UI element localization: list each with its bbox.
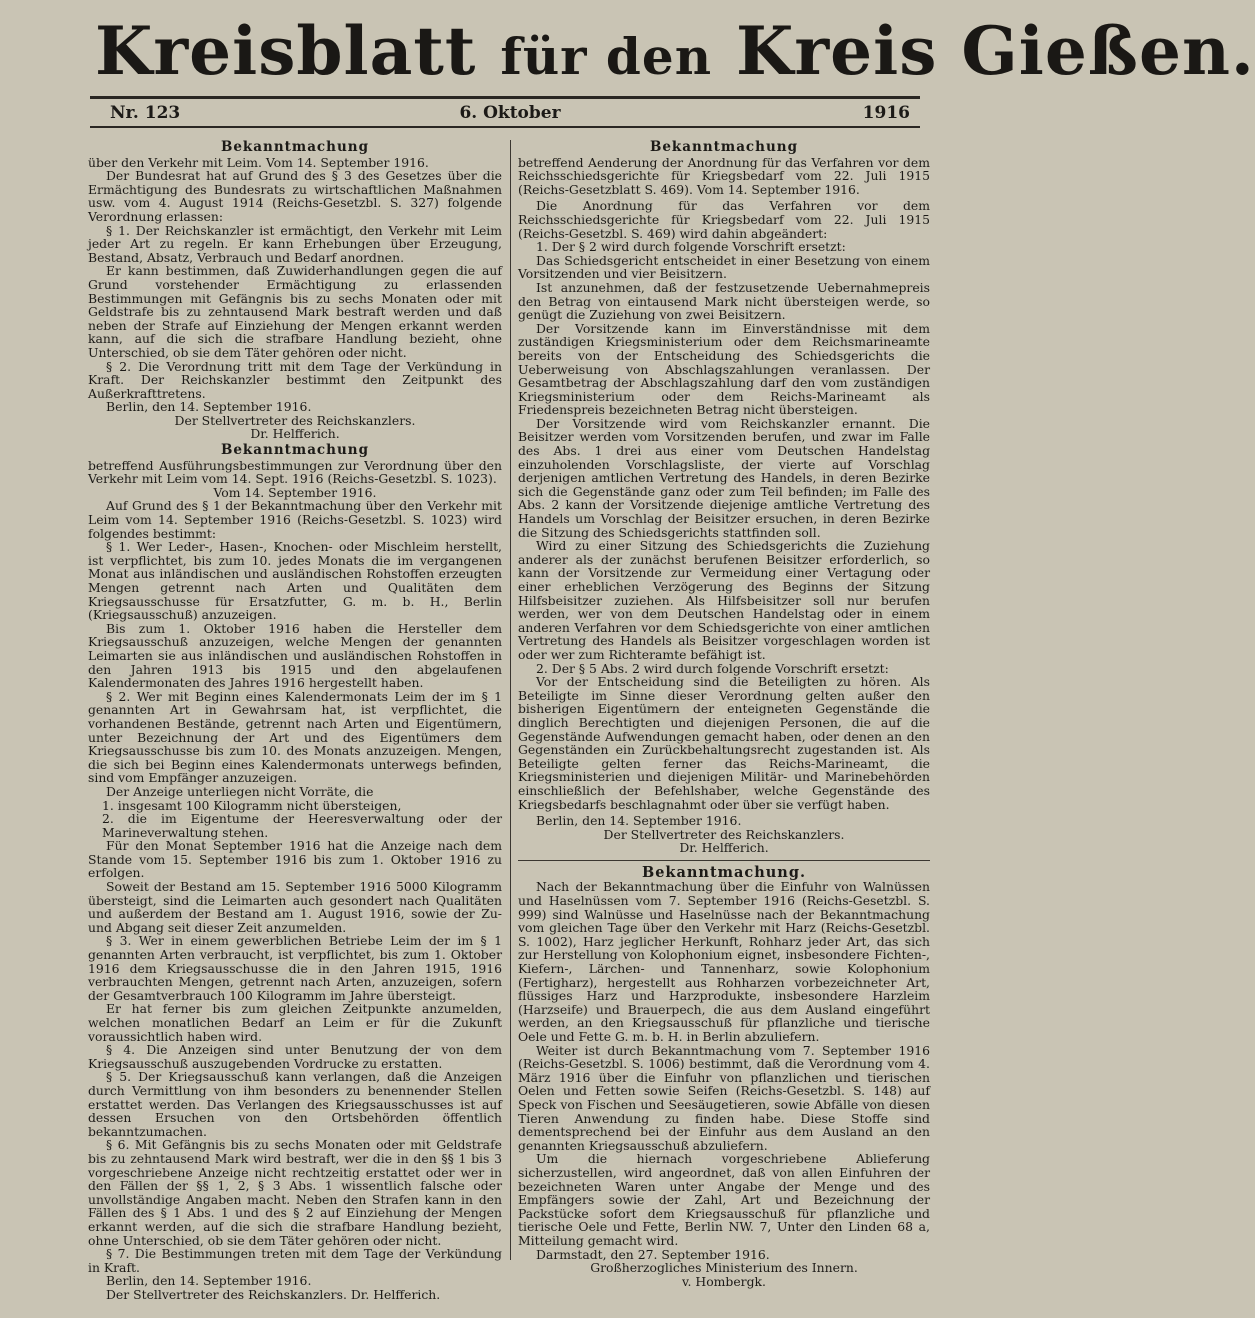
paragraph: § 4. Die Anzeigen sind unter Benutzung der von dem Kriegsausschuß auszugebenden Vordrucke zu erstatten. bbox=[88, 1042, 502, 1071]
paragraph: Auf Grund des § 1 der Bekanntmachung über den Verkehr mit Leim vom 14. September 1916 (Reichs-Gesetzbl. S. 1023) wird folgendes bestimmt: bbox=[88, 498, 502, 541]
paragraph: Für den Monat September 1916 hat die Anzeige nach dem Stande vom 15. September 1916 bis zum 1. Oktober 1916 zu erfolgen. bbox=[88, 838, 502, 881]
paragraph: Er kann bestimmen, daß Zuwiderhandlungen gegen die auf Grund vorstehender Ermächtigung zu erlassenden Bestimmungen mit Gefängnis bis zu sechs Monaten oder mit Geldstrafe bis zu zehntausend Mark bestraft werden und daß neben der Strafe auf Einziehung der Mengen erkannt werden kann, auf die sich die strafbare Handlung bezieht, ohne Unterschied, ob sie dem Täter gehören oder nicht. bbox=[88, 263, 502, 360]
paragraph: Der Bundesrat hat auf Grund des § 3 des Gesetzes über die Ermächtigung des Bundesrats zu wirtschaftlichen Maßnahmen usw. vom 4. August 1914 (Reichs-Gesetzbl. S. 327) folgende Verordnung erlassen: bbox=[88, 168, 502, 224]
issue-number: Nr. 123 bbox=[110, 103, 181, 123]
list-item: 1. insgesamt 100 Kilogramm nicht übersteigen, bbox=[102, 797, 402, 813]
paragraph: § 2. Die Verordnung tritt mit dem Tage der Verkündung in Kraft. Der Reichskanzler bestimmt den Zeitpunkt des Außerkrafttretens. bbox=[88, 358, 502, 401]
newspaper-masthead bbox=[95, 8, 1255, 94]
place-date: Darmstadt, den 27. September 1916. bbox=[536, 1246, 770, 1262]
masthead-rule-bottom bbox=[90, 126, 920, 128]
place-date: Berlin, den 14. September 1916. bbox=[536, 813, 742, 829]
masthead-part3: Kreis Gießen. bbox=[736, 12, 1255, 90]
left-column bbox=[88, 138, 502, 1301]
paragraph: Um die hiernach vorgeschriebene Ablieferung sicherzustellen, wird angeordnet, daß von allen Einfuhren der bezeichneten Waren unter Angabe der Menge und des Empfängers sowie der Zahl, Art und Bezeichnung der Packstücke sofort dem Kriegsausschuß für pflanzliche und tierische Oele und Fette, Berlin NW. 7, Unter den Linden 68 a, Mitteilung gemacht wird. bbox=[518, 1151, 930, 1248]
paragraph: Ist anzunehmen, daß der festzusetzende Uebernahmepreis den Betrag von eintausend Mark nicht übersteigen werde, so genügt die Zuziehung von zwei Beisitzern. bbox=[518, 279, 930, 323]
paragraph: Vor der Entscheidung sind die Beteiligten zu hören. Als Beteiligte im Sinne dieser Verordnung gelten außer den bisherigen Eigentümern der enteigneten Gegenstände die dinglich Berechtigten und diejenigen Personen, die auf die Gegenstände Aufwendungen gemacht haben, oder denen an den Gegenständen ein Zurückbehaltungsrecht zugestanden ist. Als Beteiligte gelten ferner das Reichs-Marineamt, die Kriegsministerien und diejenigen Militär- und Marinebehörden einschließlich der Befehlshaber, welche Gegenstände des Kriegsbedarfs beschlagnahmt oder über sie verfügt haben. bbox=[518, 674, 930, 812]
signature-office: Der Stellvertreter des Reichskanzlers. bbox=[174, 412, 416, 428]
paragraph: Er hat ferner bis zum gleichen Zeitpunkte anzumelden, welchen monatlichen Bedarf an Leim er für die Zukunft voraussichtlich haben wird. bbox=[88, 1001, 502, 1044]
issue-date: 6. Oktober bbox=[459, 103, 561, 123]
paragraph: Bis zum 1. Oktober 1916 haben die Hersteller dem Kriegsausschuß anzuzeigen, welche Mengen der genannten Leimarten sie aus inländischen und ausländischen Rohstoffen in den Jahren 1913 bis 1915 und den abgelaufenen Kalendermonaten des Jahres 1916 hergestellt haben. bbox=[88, 620, 502, 691]
paragraph: Die Anordnung für das Verfahren vor dem Reichsschiedsgerichte für Kriegsbedarf vom 22. Juli 1915 (Reichs-Gesetzbl. S. 469) wird dahin abgeändert: bbox=[518, 198, 930, 241]
article-heading: Bekanntmachung bbox=[649, 139, 799, 155]
article-subtitle: betreffend Ausführungsbestimmungen zur Verordnung über den Verkehr mit Leim vom 14. Sept. 1916 (Reichs-Gesetzbl. S. 1023). bbox=[88, 457, 502, 487]
article-heading: Bekanntmachung bbox=[220, 442, 370, 459]
article-heading: Bekanntmachung bbox=[220, 139, 370, 155]
article-subtitle: über den Verkehr mit Leim. Vom 14. September 1916. bbox=[88, 154, 429, 170]
paragraph: Soweit der Bestand am 15. September 1916 5000 Kilogramm übersteigt, sind die Leimarten auch gesondert nach Qualitäten und außerdem der Bestand am 1. August 1916, sowie der Zu- und Abgang seit dieser Zeit anzumelden. bbox=[88, 879, 502, 935]
article-date: Vom 14. September 1916. bbox=[213, 484, 377, 500]
signature-line: Der Stellvertreter des Reichskanzlers. Dr. Helfferich. bbox=[106, 1286, 441, 1302]
paragraph: § 3. Wer in einem gewerblichen Betriebe Leim der im § 1 genannten Arten verbraucht, ist verpflichtet, bis zum 1. Oktober 1916 dem Kriegsausschusse die in den Jahren 1915, 1916 verbrauchten Mengen, getrennt nach Arten, anzuzeigen, sofern der Gesamtverbrauch 100 Kilogramm im Jahre übersteigt. bbox=[88, 933, 502, 1003]
paragraph: § 1. Wer Leder-, Hasen-, Knochen- oder Mischleim herstellt, ist verpflichtet, bis zum 10. jedes Monats die im vergangenen Monat aus inländischen und ausländischen Rohstoffen erzeugten Mengen getrennt nach Arten und Qualitäten dem Kriegsausschusse für Ersatzfutter, G. m. b. H., Berlin (Kriegsausschuß) anzuzeigen. bbox=[88, 539, 502, 623]
place-date: Berlin, den 14. September 1916. bbox=[106, 399, 312, 415]
paragraph: Das Schiedsgericht entscheidet in einer Besetzung von einem Vorsitzenden und vier Beisitzern. bbox=[518, 252, 930, 282]
paragraph: Wird zu einer Sitzung des Schiedsgerichts die Zuziehung anderer als der zunächst berufenen Beisitzer erforderlich, so kann der Vorsitzende zur Vermeidung einer Vertagung oder einer erheblichen Verzögerung des Beginns der Sitzung Hilfsbeisitzer zuziehen. Als Hilfsbeisitzer soll nur berufen werden, wer von dem Deutschen Handelstag oder in einem anderen Verfahren vor dem Schiedsgerichte von einer amtlichen Vertretung des Handels als Beisitzer vorgeschlagen worden ist oder wer zum Richteramte befähigt ist. bbox=[518, 538, 930, 662]
signature-name: Dr. Helfferich. bbox=[679, 840, 769, 856]
issue-year: 1916 bbox=[862, 103, 910, 123]
paragraph: Der Vorsitzende kann im Einverständnisse mit dem zuständigen Kriegsministerium oder dem Reichsmarineamte bereits von der Entscheidung des Schiedsgerichts die Ueberweisung von Abschlagszahlungen veranlassen. Der Gesamtbetrag der Abschlagszahlung darf den vom zuständigen Kriegsministerium oder dem Reichs-Marineamt als Friedenspreis bezeichneten Betrag nicht übersteigen. bbox=[518, 320, 930, 418]
masthead-part2: für den bbox=[500, 27, 713, 86]
list-item: 2. die im Eigentume der Heeresverwaltung oder der Marineverwaltung stehen. bbox=[102, 811, 502, 840]
paragraph: 1. Der § 2 wird durch folgende Vorschrift ersetzt: bbox=[536, 239, 846, 255]
paragraph: § 2. Wer mit Beginn eines Kalendermonats Leim der im § 1 genannten Art in Gewahrsam hat, ist verpflichtet, die vorhandenen Bestände, getrennt nach Arten und Eigentümern, unter Bezeichnung der Art und des Eigentümers dem Kriegsausschusse bis zum 10. des Monats anzuzeigen. Mengen, die sich bei Beginn eines Kalendermonats unterwegs befinden, sind vom Empfänger anzuzeigen. bbox=[88, 688, 502, 786]
signature-office: Großherzogliches Ministerium des Innern. bbox=[590, 1260, 858, 1276]
paragraph: Der Anzeige unterliegen nicht Vorräte, die bbox=[106, 783, 374, 799]
article-subtitle: betreffend Aenderung der Anordnung für das Verfahren vor dem Reichsschiedsgerichte für Kriegsbedarf vom 22. Juli 1915 (Reichs-Gesetzblatt S. 469). Vom 14. September 1916. bbox=[518, 154, 930, 197]
paragraph: § 6. Mit Gefängnis bis zu sechs Monaten oder mit Geldstrafe bis zu zehntausend Mark wird bestraft, wer die in den §§ 1 bis 3 vorgeschriebene Anzeige nicht rechtzeitig erstattet oder wer in den Fällen der §§ 1, 2, § 3 Abs. 1 wissentlich falsche oder unvollständige Angaben macht. Neben den Strafen kann in den Fällen des § 1 Abs. 1 und des § 2 auf Einziehung der Mengen erkannt werden, auf die sich die strafbare Handlung bezieht, ohne Unterschied, ob sie dem Täter gehören oder nicht. bbox=[88, 1137, 502, 1248]
paragraph: 2. Der § 5 Abs. 2 wird durch folgende Vorschrift ersetzt: bbox=[536, 660, 889, 676]
article-separator bbox=[518, 860, 930, 861]
signature-name: v. Hombergk. bbox=[682, 1273, 766, 1289]
paragraph: Weiter ist durch Bekanntmachung vom 7. September 1916 (Reichs-Gesetzbl. S. 1006) bestimmt, daß die Verordnung vom 4. März 1916 über die Einfuhr von pflanzlichen und tierischen Oelen und Fetten sowie Seifen (Reichs-Gesetzbl. S. 148) auf Speck von Fischen und Seesäugetieren, sowie Abfälle von diesen Tieren Anwendung zu finden habe. Diese Stoffe sind dementsprechend bei der Einfuhr aus dem Ausland an den genannten Kriegsausschuß abzuliefern. bbox=[518, 1042, 930, 1153]
right-column bbox=[518, 138, 930, 1288]
paragraph: § 1. Der Reichskanzler ist ermächtigt, den Verkehr mit Leim jeder Art zu regeln. Er kann Erhebungen über Erzeugung, Bestand, Absatz, Verbrauch und Bedarf anordnen. bbox=[88, 222, 502, 265]
place-date: Berlin, den 14. September 1916. bbox=[106, 1273, 312, 1289]
paragraph: § 7. Die Bestimmungen treten mit dem Tage der Verkündung in Kraft. bbox=[88, 1246, 502, 1275]
dateline bbox=[110, 102, 910, 124]
paragraph: Nach der Bekanntmachung über die Einfuhr von Walnüssen und Haselnüssen vom 7. September 1916 (Reichs-Gesetzbl. S. 999) sind Walnüsse und Haselnüsse nach der Bekanntmachung vom gleichen Tage über den Verkehr mit Harz (Reichs-Gesetzbl. S. 1002), Harz jeglicher Herkunft, Rohharz jeder Art, das sich zur Herstellung von Kolophonium eignet, insbesondere Fichten-, Kiefern-, Lärchen- und Tannenharz, sowie Kolophonium (Fertigharz), hergestellt aus Rohharzen vorbezeichneter Art, flüssiges Harz und Harzprodukte, insbesondere Harzleim (Harzseife) und Brauerpech, die aus dem Ausland eingeführt werden, an den Kriegsausschuß für pflanzliche und tierische Oele und Fette G. m. b. H. in Berlin abzuliefern. bbox=[518, 879, 930, 1044]
masthead-rule-top bbox=[90, 96, 920, 99]
article-heading: Bekanntmachung. bbox=[641, 863, 807, 881]
signature-name: Dr. Helfferich. bbox=[250, 426, 340, 442]
masthead-part1: Kreisblatt bbox=[95, 12, 477, 90]
column-divider bbox=[510, 140, 511, 1260]
paragraph: Der Vorsitzende wird vom Reichskanzler ernannt. Die Beisitzer werden vom Vorsitzenden berufen, und zwar im Falle des Abs. 1 drei aus einer vom Deutschen Handelstag einzuholenden Vorschlagsliste, der vierte auf Vorschlag derjenigen amtlichen Vertretung des Handels, in deren Bezirke sich die Gegenstände ganz oder zum Teil befinden; im Falle des Abs. 2 kann der Vorsitzende diejenige amtliche Vertretung des Handels um Vorschlag der Beisitzer ersuchen, in deren Bezirke die Sitzung des Schiedsgerichts stattfinden soll. bbox=[518, 415, 930, 540]
paragraph: § 5. Der Kriegsausschuß kann verlangen, daß die Anzeigen durch Vermittlung von ihm besonders zu benennender Stellen erstattet werden. Das Verlangen des Kriegsausschusses ist auf dessen Ersuchen von den Ortsbehörden öffentlich bekanntzumachen. bbox=[88, 1069, 502, 1139]
signature-office: Der Stellvertreter des Reichskanzlers. bbox=[603, 826, 845, 842]
